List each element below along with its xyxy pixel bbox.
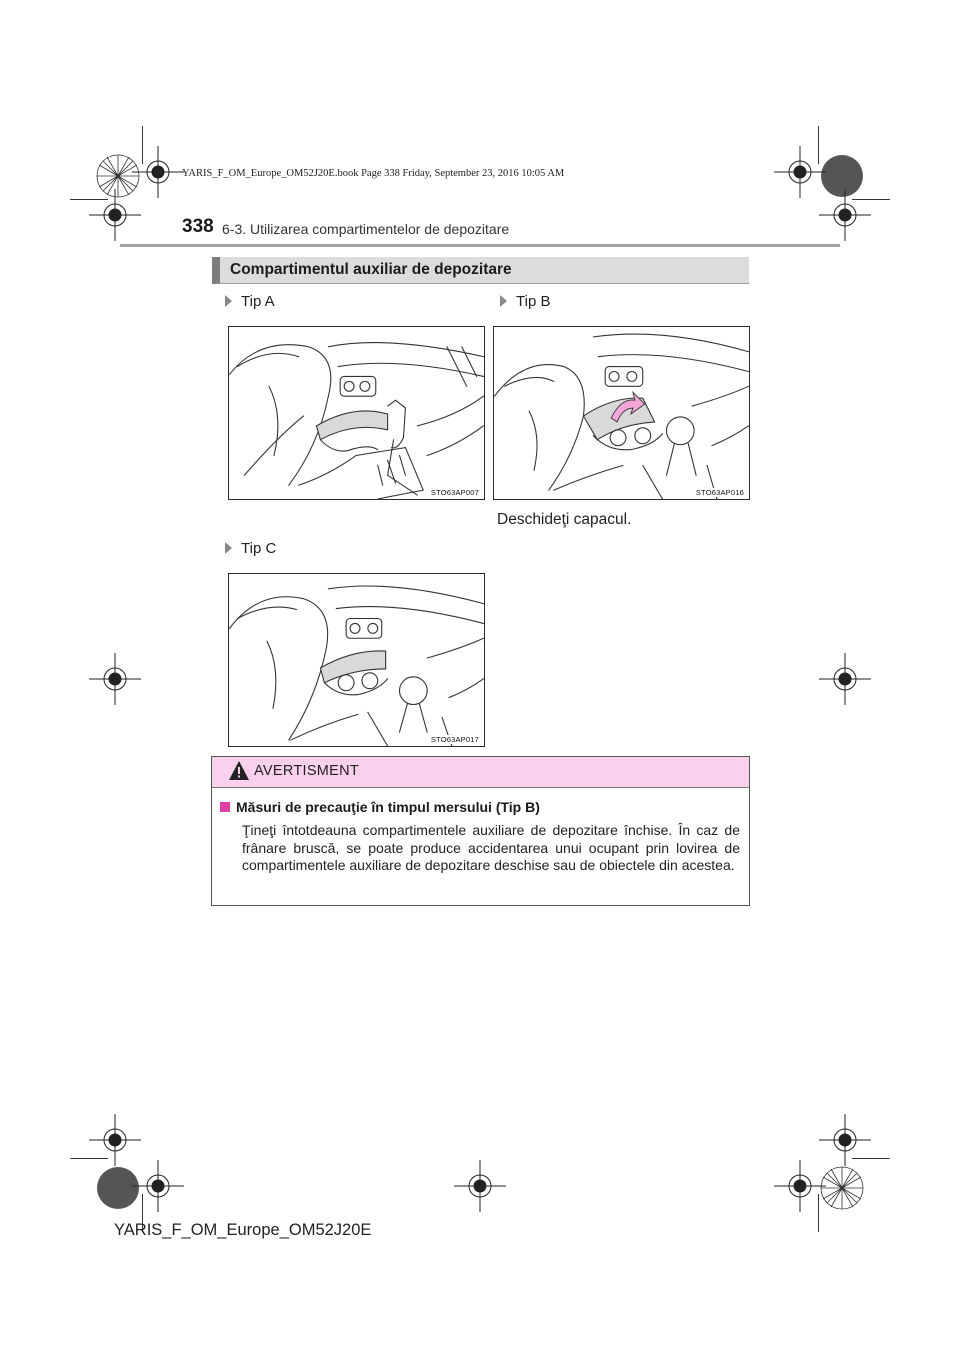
triangle-bullet-icon	[225, 295, 232, 307]
trim-line	[852, 1158, 890, 1159]
warning-triangle-icon	[228, 760, 250, 782]
warning-box	[211, 756, 750, 906]
triangle-bullet-icon	[225, 542, 232, 554]
crosshair-icon	[819, 189, 871, 241]
warning-text: Ţineţi întotdeauna compartimentele auxiliare de depozitare închise. În caz de frânare bruscă, se poate produce accidentarea unui ocupant prin lovirea de compartimentele auxiliare de depozitare deschise sau de obiectele din acestea.	[242, 822, 740, 873]
file-header: YARIS_F_OM_Europe_OM52J20E.book Page 338 Friday, September 23, 2016 10:05 AM	[182, 168, 565, 179]
crosshair-icon	[89, 189, 141, 241]
figure-code: STO63AP017	[430, 735, 479, 744]
crosshair-icon	[89, 653, 141, 705]
footer-model: YARIS_F_OM_Europe_OM52J20E	[114, 1221, 372, 1239]
figure-code: STO63AP016	[695, 488, 744, 497]
figure-caption: Deschideţi capacul.	[497, 511, 632, 528]
triangle-bullet-icon	[500, 295, 507, 307]
warning-subheading: Măsuri de precauţie în timpul mersului (Tip B)	[220, 799, 540, 815]
figure-type-a	[228, 326, 485, 500]
figure-type-b	[493, 326, 750, 500]
square-bullet-icon	[220, 802, 230, 812]
trim-line	[818, 1194, 819, 1232]
figure-type-c	[228, 573, 485, 747]
trim-line	[818, 126, 819, 164]
type-label-b: Tip B	[500, 293, 550, 310]
trim-line	[142, 126, 143, 164]
type-label-c: Tip C	[225, 540, 276, 557]
trim-line	[70, 199, 108, 200]
crosshair-icon	[454, 1160, 506, 1212]
trim-line	[852, 199, 890, 200]
page-number: 338	[182, 216, 214, 237]
warning-header	[212, 757, 749, 788]
figure-code: STO63AP007	[430, 488, 479, 497]
console-illustration-icon	[229, 327, 484, 499]
section-heading-text: Compartimentul auxiliar de depozitare	[230, 261, 512, 278]
warning-title: AVERTISMENT	[254, 763, 360, 779]
crosshair-icon	[819, 653, 871, 705]
trim-line	[70, 1158, 108, 1159]
section-heading	[212, 257, 749, 284]
crosshair-icon	[132, 1160, 184, 1212]
type-label-a: Tip A	[225, 293, 275, 310]
header-divider	[120, 244, 840, 247]
section-title: 6-3. Utilizarea compartimentelor de depozitare	[222, 221, 510, 237]
